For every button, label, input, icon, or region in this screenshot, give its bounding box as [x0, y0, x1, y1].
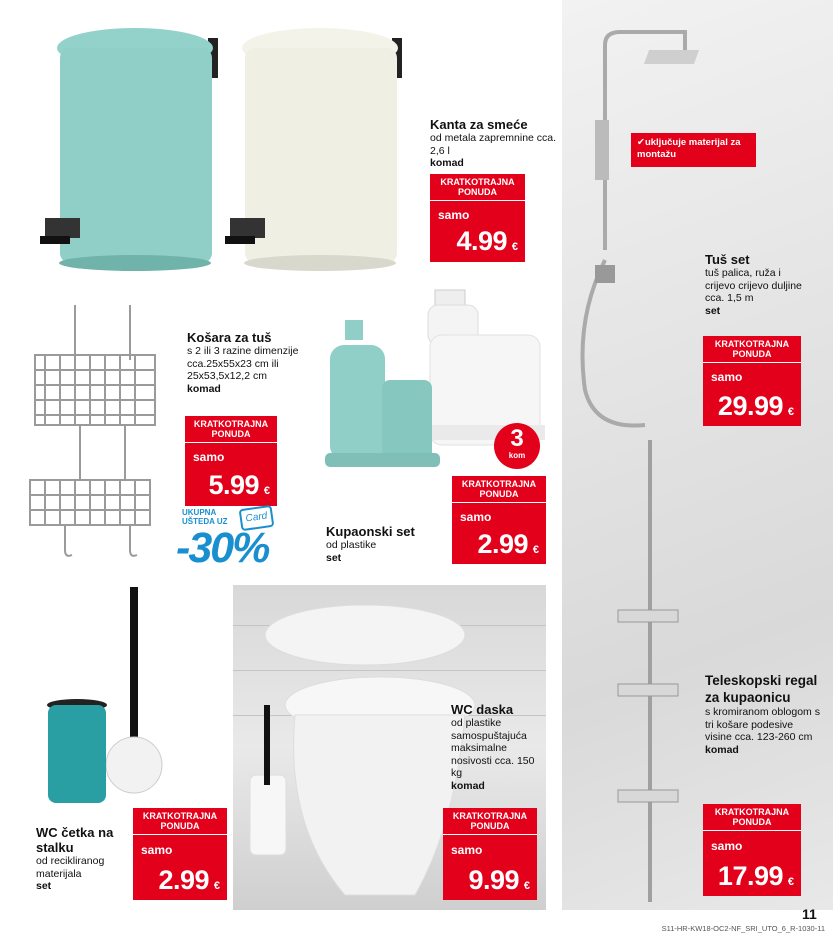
price-value: 2.99 — [477, 529, 528, 559]
samo-label: samo — [451, 843, 483, 857]
mounting-badge: ✔uključuje materijal za montažu — [631, 133, 756, 167]
product-description: s 2 ili 3 razine dimenzije cca.25x55x23 cm ili 25x53,5x12,2 cm — [187, 345, 299, 382]
product-description: od recikliranog materijala — [36, 855, 105, 880]
tag-header: KRATKOTRAJNA PONUDA — [443, 808, 537, 835]
price-value: 9.99 — [468, 865, 519, 895]
price-value: 29.99 — [717, 391, 783, 421]
discount-value: -30% — [176, 524, 269, 572]
product-regal — [705, 672, 820, 756]
product-unit: set — [705, 304, 721, 317]
product-kanta — [430, 117, 560, 170]
price-value: 4.99 — [456, 226, 507, 256]
product-kupaonski — [326, 524, 446, 564]
product-title: Kupaonski set — [326, 524, 415, 539]
price-tag-wccetka — [133, 808, 227, 900]
product-title: Kanta za smeće — [430, 117, 528, 132]
samo-label: samo — [193, 450, 225, 464]
product-description: od plastike samospuštajuća maksimalne nosivosti cca. 150 kg — [451, 717, 535, 779]
currency-symbol: € — [532, 544, 539, 556]
tag-header: KRATKOTRAJNA PONUDA — [452, 476, 546, 503]
samo-label: samo — [460, 510, 492, 524]
samo-label: samo — [711, 370, 743, 384]
price-value: 2.99 — [158, 865, 209, 895]
product-wccetka — [36, 825, 136, 893]
tag-header: KRATKOTRAJNA PONUDA — [703, 804, 801, 831]
currency-symbol: € — [523, 880, 530, 892]
product-description: od plastike — [326, 539, 377, 551]
product-description: tuš palica, ruža i crijevo crijevo duljine cca. 1,5 m — [705, 267, 802, 304]
telescopic-rack-image — [610, 440, 690, 905]
price-tag-regal — [703, 804, 801, 896]
product-wcdaska — [451, 702, 546, 792]
currency-symbol: € — [213, 880, 220, 892]
quantity-unit: kom — [508, 451, 526, 460]
product-title: Tuš set — [705, 252, 750, 267]
samo-label: samo — [711, 839, 743, 853]
tag-header: KRATKOTRAJNA PONUDA — [430, 174, 525, 201]
product-kosara — [187, 330, 312, 395]
samo-label: samo — [141, 843, 173, 857]
price-tag-wcdaska — [443, 808, 537, 900]
toilet-brush-image — [40, 585, 175, 810]
currency-symbol: € — [787, 406, 794, 418]
tag-header: KRATKOTRAJNA PONUDA — [703, 336, 801, 363]
discount-label: UKUPNA UŠTEDA UZ — [182, 508, 228, 526]
card-icon: Card — [239, 505, 275, 531]
product-unit: komad — [187, 382, 221, 395]
currency-symbol: € — [787, 876, 794, 888]
catalog-code: S11-HR-KW18-OC2-NF_SRI_UTO_6_R-1030-11 — [661, 924, 825, 933]
product-description: od metala zapremnine cca. 2,6 l — [430, 132, 557, 157]
product-title: WC četka na stalku — [36, 825, 114, 855]
product-unit: komad — [430, 157, 464, 169]
price-value: 17.99 — [717, 861, 783, 891]
product-tus — [705, 252, 805, 317]
quantity-badge — [494, 423, 540, 469]
samo-label: samo — [438, 208, 470, 222]
price-value: 5.99 — [208, 470, 259, 500]
price-tag-tus — [703, 336, 801, 426]
product-unit: komad — [705, 743, 739, 756]
trash-can-image — [40, 18, 420, 273]
product-description: s kromiranom oblogom s tri košare podesive visine cca. 123-260 cm — [705, 706, 820, 743]
product-title: Teleskopski regal za kupaonicu — [705, 673, 818, 705]
product-title: Košara za tuš — [187, 330, 272, 345]
product-unit: set — [326, 551, 342, 564]
currency-symbol: € — [263, 485, 270, 497]
tag-header: KRATKOTRAJNA PONUDA — [133, 808, 227, 835]
product-title: WC daska — [451, 702, 514, 717]
quantity-number: 3 — [510, 425, 524, 452]
product-unit: set — [36, 880, 52, 892]
price-tag-kupaonski — [452, 476, 546, 564]
page-number: 11 — [802, 906, 817, 922]
price-tag-kanta — [430, 174, 525, 262]
price-tag-kosara — [185, 416, 277, 506]
shower-caddy-image — [20, 300, 170, 575]
currency-symbol: € — [511, 241, 518, 253]
tag-header: KRATKOTRAJNA PONUDA — [185, 416, 277, 443]
product-unit: komad — [451, 779, 485, 792]
